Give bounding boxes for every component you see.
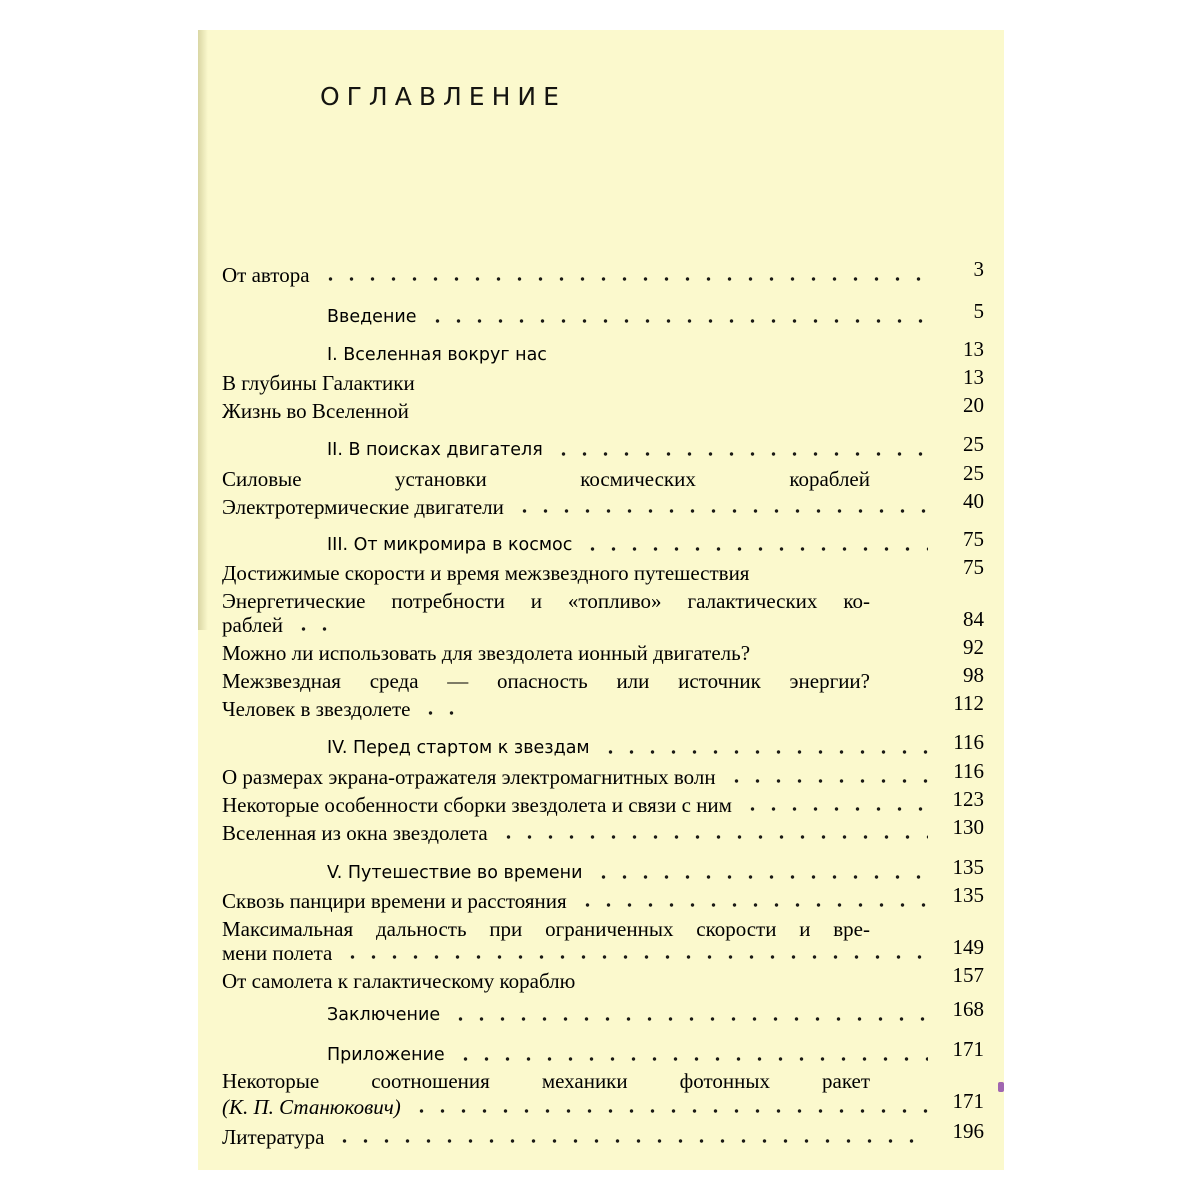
toc-entry-literature[interactable] <box>222 1120 984 1150</box>
toc-entry[interactable] <box>222 636 984 666</box>
toc-entry-continuation[interactable] <box>222 1090 984 1120</box>
toc-author-credit: (К. П. Станюкович) <box>222 1095 401 1119</box>
toc-entry-continuation[interactable] <box>222 936 984 966</box>
toc-label: Максимальная дальность при ограниченных скорости и вре- <box>222 917 870 941</box>
toc-label: От автора <box>222 263 310 287</box>
dot-leader <box>427 318 928 324</box>
toc-entry[interactable] <box>222 816 984 846</box>
toc-page-number: 135 <box>952 883 984 907</box>
dot-leader <box>593 874 929 880</box>
toc-page-number: 5 <box>973 299 984 323</box>
toc-entry[interactable] <box>222 964 984 994</box>
toc-label: Жизнь во Вселенной <box>222 399 409 423</box>
toc-entry-conclusion[interactable] <box>222 998 984 1028</box>
toc-section-heading: IV. Перед стартом к звездам <box>327 738 590 758</box>
dot-leader <box>514 508 928 514</box>
toc-entry-from-author[interactable] <box>222 258 984 288</box>
toc-entry[interactable] <box>222 366 984 396</box>
toc-page-number: 171 <box>952 1089 984 1113</box>
toc-page-number: 92 <box>963 635 984 659</box>
toc-section-heading: Заключение <box>327 1005 441 1025</box>
page-title: ОГЛАВЛЕНИЕ <box>320 82 566 111</box>
dot-leader <box>450 1016 928 1022</box>
toc-page-number: 13 <box>963 365 984 389</box>
toc-page-number: 75 <box>963 555 984 579</box>
toc-section-heading: Приложение <box>327 1045 445 1065</box>
toc-label: Литература <box>222 1125 325 1149</box>
toc-page-number: 171 <box>952 1037 984 1061</box>
toc-page-number: 20 <box>963 393 984 417</box>
toc-page-number: 196 <box>952 1119 984 1143</box>
toc-entry[interactable] <box>222 556 984 586</box>
toc-entry[interactable] <box>222 490 984 520</box>
toc-label: Межзвездная среда — опасность или источник энергии? <box>222 669 870 693</box>
toc-page-number: 149 <box>952 935 984 959</box>
toc-label: От самолета к галактическому кораблю <box>222 969 576 993</box>
dot-leader <box>600 749 928 755</box>
toc-entry[interactable] <box>222 692 984 722</box>
toc-entry[interactable] <box>222 664 984 694</box>
dot-leader <box>582 546 928 552</box>
dot-leader <box>334 1138 928 1144</box>
toc-page-number: 123 <box>952 787 984 811</box>
toc-section-heading: I. Вселенная вокруг нас <box>327 345 547 365</box>
toc-page-number: 135 <box>952 855 984 879</box>
dot-leader <box>320 276 928 282</box>
toc-section-heading: Введение <box>327 307 417 327</box>
ink-mark <box>998 1082 1004 1092</box>
toc-page-number: 98 <box>963 663 984 687</box>
toc-page-number: 13 <box>963 337 984 361</box>
toc-entry[interactable] <box>222 462 984 492</box>
toc-entry[interactable] <box>222 394 984 424</box>
toc-chapter-2-heading[interactable] <box>222 433 984 463</box>
dot-leader <box>742 806 928 812</box>
toc-chapter-3-heading[interactable] <box>222 528 984 558</box>
toc-page-number: 116 <box>953 730 984 754</box>
dot-leader <box>420 710 460 716</box>
dot-leader <box>726 778 928 784</box>
dot-leader <box>411 1108 928 1114</box>
toc-label: Некоторые соотношения механики фотонных ракет <box>222 1069 870 1093</box>
toc-label-continuation: раблей <box>222 613 284 637</box>
toc-page-number: 116 <box>953 759 984 783</box>
toc-entry[interactable] <box>222 788 984 818</box>
toc-label: Электротермические двигатели <box>222 495 504 519</box>
toc-section-heading: III. От микромира в космос <box>327 535 573 555</box>
toc-section-heading: V. Путешествие во времени <box>327 863 583 883</box>
toc-label: Вселенная из окна звездолета <box>222 821 488 845</box>
toc-page-number: 40 <box>963 489 984 513</box>
toc-label: Человек в звездолете <box>222 697 411 721</box>
toc-page-number: 25 <box>963 432 984 456</box>
toc-label: Силовые установки космических кораблей <box>222 467 870 491</box>
toc-chapter-4-heading[interactable] <box>222 731 984 761</box>
toc-page-number: 3 <box>973 257 984 281</box>
toc-page-number: 168 <box>952 997 984 1021</box>
dot-leader <box>553 451 928 457</box>
dot-leader <box>342 954 928 960</box>
toc-page-number: 25 <box>963 461 984 485</box>
toc-label: Можно ли использовать для звездолета ионный двигатель? <box>222 641 751 665</box>
dot-leader <box>455 1056 928 1062</box>
toc-entry[interactable] <box>222 760 984 790</box>
dot-leader <box>577 902 928 908</box>
toc-chapter-1-heading[interactable] <box>222 338 984 368</box>
toc-label: Энергетические потребности и «топливо» галактических ко- <box>222 589 870 613</box>
dot-leader <box>498 834 928 840</box>
toc-entry[interactable] <box>222 884 984 914</box>
toc-page-number: 157 <box>952 963 984 987</box>
toc-chapter-5-heading[interactable] <box>222 856 984 886</box>
toc-entry-continuation[interactable] <box>222 608 984 638</box>
toc-page-number: 75 <box>963 527 984 551</box>
toc-label: Некоторые особенности сборки звездолета и связи с ним <box>222 793 732 817</box>
toc-entry-intro[interactable] <box>222 300 984 330</box>
toc-label: Сквозь панцири времени и расстояния <box>222 889 567 913</box>
toc-page-number: 84 <box>963 607 984 631</box>
toc-label: Достижимые скорости и время межзвездного путешествия <box>222 561 750 585</box>
toc-label: О размерах экрана-отражателя электромагнитных волн <box>222 765 716 789</box>
dot-leader <box>293 626 333 632</box>
toc-page-number: 112 <box>953 691 984 715</box>
toc-page-number: 130 <box>952 815 984 839</box>
toc-label: В глубины Галактики <box>222 371 415 395</box>
page-gutter-shadow <box>198 30 208 630</box>
toc-label-continuation: мени полета <box>222 941 333 965</box>
toc-section-heading: II. В поисках двигателя <box>327 440 543 460</box>
